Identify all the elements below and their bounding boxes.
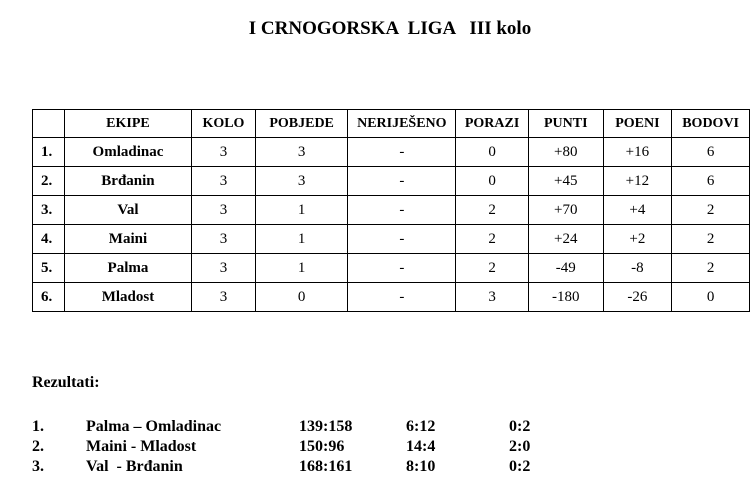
- porazi-cell: 2: [456, 225, 529, 254]
- header-punti: PUNTI: [528, 110, 603, 138]
- bodovi-cell: 6: [672, 167, 750, 196]
- table-row: [33, 138, 750, 167]
- table-row: [33, 167, 750, 196]
- table-header-row: [33, 110, 750, 138]
- pobjede-cell: 3: [255, 138, 348, 167]
- bodovi-cell: 0: [672, 283, 750, 312]
- result-points: 168:161: [299, 458, 353, 475]
- poeni-cell: -26: [603, 283, 672, 312]
- team-cell: Palma: [64, 254, 191, 283]
- result-match: Val - Brđanin: [86, 458, 183, 475]
- kolo-cell: 3: [192, 225, 256, 254]
- result-score: 2:0: [509, 438, 531, 455]
- result-sets: 6:12: [406, 418, 436, 435]
- punti-cell: +24: [528, 225, 603, 254]
- header-ekipe: EKIPE: [64, 110, 191, 138]
- bodovi-cell: 2: [672, 196, 750, 225]
- bodovi-cell: 2: [672, 254, 750, 283]
- bodovi-cell: 6: [672, 138, 750, 167]
- porazi-cell: 0: [456, 167, 529, 196]
- nerijeseno-cell: -: [348, 167, 456, 196]
- header-rank: [33, 110, 65, 138]
- standings-table: [32, 109, 750, 312]
- nerijeseno-cell: -: [348, 196, 456, 225]
- result-row: [0, 458, 750, 478]
- kolo-cell: 3: [192, 167, 256, 196]
- punti-cell: +70: [528, 196, 603, 225]
- table-row: [33, 254, 750, 283]
- porazi-cell: 2: [456, 196, 529, 225]
- poeni-cell: +2: [603, 225, 672, 254]
- result-row: [0, 418, 750, 438]
- bodovi-cell: 2: [672, 225, 750, 254]
- kolo-cell: 3: [192, 283, 256, 312]
- pobjede-cell: 3: [255, 167, 348, 196]
- pobjede-cell: 1: [255, 254, 348, 283]
- nerijeseno-cell: -: [348, 225, 456, 254]
- header-pobjede: POBJEDE: [255, 110, 348, 138]
- page-title: I CRNOGORSKA LIGA III kolo: [248, 18, 532, 39]
- poeni-cell: +16: [603, 138, 672, 167]
- poeni-cell: -8: [603, 254, 672, 283]
- table-row: [33, 283, 750, 312]
- poeni-cell: +4: [603, 196, 672, 225]
- nerijeseno-cell: -: [348, 283, 456, 312]
- pobjede-cell: 0: [255, 283, 348, 312]
- result-match: Maini - Mladost: [86, 438, 197, 455]
- rank-cell: 1.: [33, 138, 65, 167]
- result-points: 150:96: [299, 438, 345, 455]
- kolo-cell: 3: [192, 138, 256, 167]
- punti-cell: +80: [528, 138, 603, 167]
- poeni-cell: +12: [603, 167, 672, 196]
- porazi-cell: 0: [456, 138, 529, 167]
- pobjede-cell: 1: [255, 196, 348, 225]
- result-sets: 8:10: [406, 458, 436, 475]
- team-cell: Omladinac: [64, 138, 191, 167]
- results-heading: Rezultati:: [32, 374, 100, 391]
- table-row: [33, 225, 750, 254]
- result-number: 2.: [32, 438, 44, 455]
- result-match: Palma – Omladinac: [86, 418, 222, 435]
- result-row: [0, 438, 750, 458]
- team-cell: Val: [64, 196, 191, 225]
- pobjede-cell: 1: [255, 225, 348, 254]
- punti-cell: -49: [528, 254, 603, 283]
- rank-cell: 4.: [33, 225, 65, 254]
- header-porazi: PORAZI: [456, 110, 529, 138]
- result-sets: 14:4: [406, 438, 436, 455]
- header-poeni: POENI: [603, 110, 672, 138]
- result-score: 0:2: [509, 418, 531, 435]
- nerijeseno-cell: -: [348, 138, 456, 167]
- punti-cell: -180: [528, 283, 603, 312]
- nerijeseno-cell: -: [348, 254, 456, 283]
- result-number: 3.: [32, 458, 44, 475]
- team-cell: Maini: [64, 225, 191, 254]
- team-cell: Mladost: [64, 283, 191, 312]
- rank-cell: 3.: [33, 196, 65, 225]
- table-row: [33, 196, 750, 225]
- result-number: 1.: [32, 418, 44, 435]
- result-score: 0:2: [509, 458, 531, 475]
- rank-cell: 5.: [33, 254, 65, 283]
- team-cell: Brđanin: [64, 167, 191, 196]
- kolo-cell: 3: [192, 254, 256, 283]
- rank-cell: 6.: [33, 283, 65, 312]
- punti-cell: +45: [528, 167, 603, 196]
- header-nerijeseno: NERIJEŠENO: [348, 110, 456, 138]
- header-kolo: KOLO: [192, 110, 256, 138]
- porazi-cell: 3: [456, 283, 529, 312]
- porazi-cell: 2: [456, 254, 529, 283]
- result-points: 139:158: [299, 418, 353, 435]
- rank-cell: 2.: [33, 167, 65, 196]
- kolo-cell: 3: [192, 196, 256, 225]
- header-bodovi: BODOVI: [672, 110, 750, 138]
